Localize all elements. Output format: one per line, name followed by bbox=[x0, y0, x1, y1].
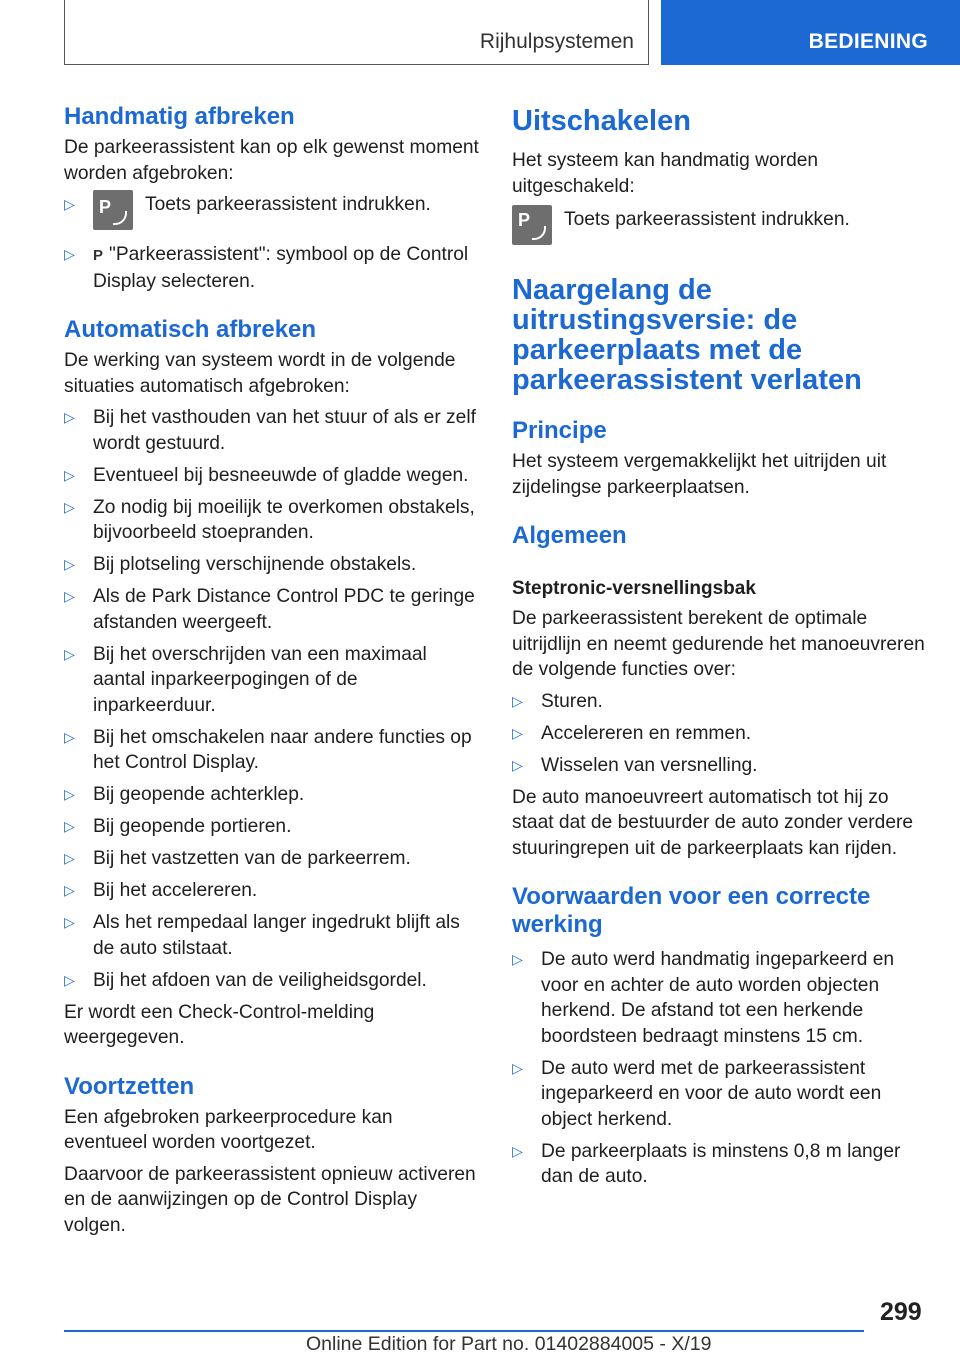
list-item: ▷ Als het rempedaal langer ingedrukt blijft als de auto stilstaat. bbox=[64, 912, 460, 959]
text-continue-1: Een afgebroken parkeerprocedure kan eventueel worden voortgezet. bbox=[64, 1106, 393, 1153]
conditions-list bbox=[512, 947, 928, 1190]
bullet-triangle-icon: ▷ bbox=[64, 556, 75, 572]
list-item: ▷ Bij geopende achterklep. bbox=[64, 782, 480, 808]
text-check-control: Er wordt een Check-Control-melding weergegeven. bbox=[64, 1001, 375, 1048]
text-principle: Het systeem vergemakkelijkt het uitrijden uit zijdelingse parkeerplaatsen. bbox=[512, 451, 887, 498]
bullet-triangle-icon: ▷ bbox=[512, 951, 523, 967]
list-item: ▷ Eventueel bij besneeuwde of gladde wegen. bbox=[64, 463, 480, 489]
footer-divider bbox=[64, 1330, 864, 1332]
text-auto-maneuver: De auto manoeuvreert automatisch tot hij zo staat dat de bestuurder de auto zonder verdere stuuringrepen uit de parkeerplaats kan rijden. bbox=[512, 786, 914, 859]
text-steptronic: De parkeerassistent berekent de optimale uitrijdlijn en neemt gedurende het manoeuvreren de volgende functies over: bbox=[512, 608, 925, 680]
list-item: ▷ Zo nodig bij moeilijk te overkomen obstakels, bijvoorbeeld stoepranden. bbox=[64, 496, 475, 543]
switch-off-step-text: Toets parkeerassistent indrukken. bbox=[564, 209, 850, 230]
page-number: 299 bbox=[880, 1298, 922, 1326]
heading-principle: Principe bbox=[512, 417, 607, 444]
heading-continue: Voortzetten bbox=[64, 1072, 195, 1100]
list-item: ▷ Als de Park Distance Control PDC te geringe afstanden weergeeft. bbox=[64, 586, 475, 633]
parking-assistant-button-icon: P bbox=[512, 205, 552, 245]
text-auto-abort: De werking van systeem wordt in de volgende situaties automatisch afgebroken: bbox=[64, 350, 456, 397]
list-item: ▷ Bij het accelereren. bbox=[64, 878, 480, 904]
bullet-triangle-icon: ▷ bbox=[64, 818, 75, 834]
list-item: ▷ Wisselen van versnelling. bbox=[512, 753, 928, 779]
bullet-triangle-icon: ▷ bbox=[64, 645, 75, 662]
bullet-triangle-icon: ▷ bbox=[64, 728, 75, 745]
bullet-triangle-icon: ▷ bbox=[64, 466, 75, 483]
header-chapter-tab[interactable] bbox=[661, 0, 960, 65]
footer-edition: Online Edition for Part no. 01402884005 - X/19 bbox=[306, 1333, 712, 1355]
bullet-triangle-icon: ▷ bbox=[64, 971, 75, 988]
bullet-triangle-icon: ▷ bbox=[64, 850, 75, 866]
bullet-triangle-icon: ▷ bbox=[64, 914, 75, 930]
list-item bbox=[64, 242, 480, 294]
list-item: ▷ Sturen. bbox=[512, 689, 928, 715]
heading-switch-off: Uitschakelen bbox=[512, 105, 691, 137]
text-switch-off: Het systeem kan handmatig worden uitgeschakeld: bbox=[512, 150, 819, 197]
heading-conditions: Voorwaarden voor een correcte werking bbox=[512, 883, 871, 938]
bullet-triangle-icon: ▷ bbox=[512, 724, 523, 741]
steptronic-list bbox=[512, 689, 928, 779]
list-item: ▷ Bij het afdoen van de veiligheidsgordel. bbox=[64, 968, 480, 994]
heading-leave-parking: Naargelang de uitrustingsversie: de parkeerplaats met de parkeerassistent verlaten bbox=[512, 274, 862, 396]
list-item: ▷ Accelereren en remmen. bbox=[512, 721, 928, 747]
list-item-text: Toets parkeerassistent indrukken. bbox=[145, 194, 431, 215]
bullet-triangle-icon: ▷ bbox=[512, 692, 523, 709]
list-item bbox=[64, 192, 480, 230]
bullet-triangle-icon: ▷ bbox=[64, 246, 75, 262]
text-manual-abort: De parkeerassistent kan op elk gewenst moment worden afgebroken: bbox=[64, 137, 479, 184]
list-item: ▷ Bij het overschrijden van een maximaal aantal inparkeerpogingen of de inparkeerduur. bbox=[64, 643, 427, 716]
parking-assistant-button-icon: P bbox=[93, 190, 133, 230]
list-item: ▷ Bij geopende portieren. bbox=[64, 814, 480, 840]
list-item-text: "Parkeerassistent": symbool op de Control Display selecteren. bbox=[93, 244, 469, 292]
header-chapter-title: BEDIENING bbox=[808, 30, 928, 53]
list-item: ▷ De auto werd handmatig ingeparkeerd en voor en achter de auto worden objecten herkend. De afstand tot een herkende boordsteen bedraagt minstens 15 cm. bbox=[512, 949, 895, 1047]
list-item: ▷ Bij het vastzetten van de parkeerrem. bbox=[64, 846, 480, 872]
bullet-triangle-icon: ▷ bbox=[64, 786, 75, 802]
list-item: ▷ Bij het vasthouden van het stuur of als er zelf wordt gestuurd. bbox=[64, 407, 476, 454]
switch-off-step bbox=[512, 207, 928, 245]
header-section-title: Rijhulpsystemen bbox=[479, 30, 634, 53]
right-column bbox=[512, 100, 928, 1196]
parking-assistant-symbol-icon: P bbox=[93, 247, 104, 264]
heading-manual-abort: Handmatig afbreken bbox=[64, 103, 295, 130]
list-item: ▷ Bij plotseling verschijnende obstakels. bbox=[64, 552, 480, 578]
bullet-triangle-icon: ▷ bbox=[512, 1142, 523, 1159]
bullet-triangle-icon: ▷ bbox=[512, 1059, 523, 1076]
list-item: ▷ Bij het omschakelen naar andere functies op het Control Display. bbox=[64, 726, 472, 773]
list-item: ▷ De parkeerplaats is minstens 0,8 m langer dan de auto. bbox=[512, 1140, 901, 1187]
heading-auto-abort: Automatisch afbreken bbox=[64, 316, 317, 343]
heading-general: Algemeen bbox=[512, 522, 627, 549]
auto-abort-list bbox=[64, 405, 480, 993]
text-continue-2: Daarvoor de parkeerassistent opnieuw activeren en de aanwijzingen op de Control Display volgen. bbox=[64, 1163, 476, 1236]
list-item: ▷ De auto werd met de parkeerassistent ingeparkeerd en voor de auto wordt een object herkend. bbox=[512, 1057, 882, 1130]
bullet-triangle-icon: ▷ bbox=[64, 498, 75, 515]
bullet-triangle-icon: ▷ bbox=[64, 882, 75, 898]
heading-steptronic: Steptronic-versnellingsbak bbox=[512, 578, 756, 599]
left-column bbox=[64, 100, 480, 1244]
bullet-triangle-icon: ▷ bbox=[64, 409, 75, 425]
bullet-triangle-icon: ▷ bbox=[512, 756, 523, 773]
bullet-triangle-icon: ▷ bbox=[64, 588, 75, 604]
bullet-triangle-icon: ▷ bbox=[64, 196, 75, 212]
manual-abort-list bbox=[64, 192, 480, 294]
header-section-box bbox=[64, 0, 649, 65]
